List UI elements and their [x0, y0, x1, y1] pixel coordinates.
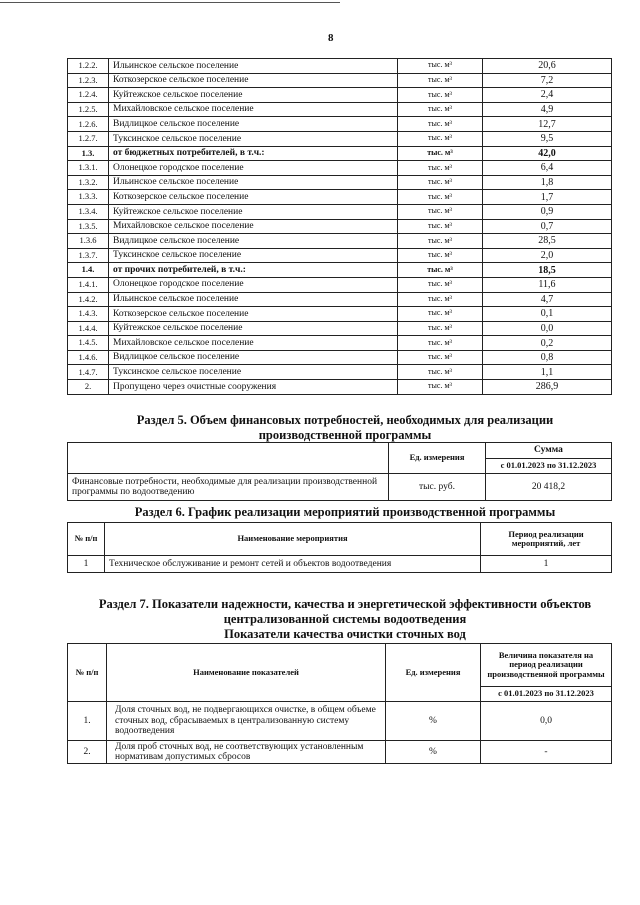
quality-indicators-table — [67, 643, 612, 764]
row-num: 1.2.4. — [68, 88, 109, 103]
row-value: 6,4 — [483, 161, 612, 176]
row-num: 1.2.7. — [68, 131, 109, 146]
table-row — [68, 277, 612, 292]
row-unit: тыс. м³ — [398, 248, 483, 263]
row-unit: тыс. м³ — [398, 175, 483, 190]
table-row — [68, 263, 612, 278]
table-row — [68, 88, 612, 103]
table-row — [68, 380, 612, 395]
row-name: Финансовые потребности, необходимые для реализации производственной программы по водоотведению — [68, 474, 389, 501]
row-value: 4,7 — [483, 292, 612, 307]
row-name: Олонецкое городское поселение — [109, 161, 398, 176]
table-row — [68, 146, 612, 161]
row-unit: тыс. м³ — [398, 263, 483, 278]
divider — [0, 2, 340, 3]
row-num: 1.4.5. — [68, 336, 109, 351]
row-num: 1.2.2. — [68, 59, 109, 74]
row-value: 286,9 — [483, 380, 612, 395]
row-value: 0,8 — [483, 350, 612, 365]
row-value: 0,2 — [483, 336, 612, 351]
name-header: Наименование показателей — [107, 644, 386, 702]
row-num: 2. — [68, 741, 107, 764]
row-unit: тыс. м³ — [398, 190, 483, 205]
table-row — [68, 204, 612, 219]
row-name: Видлицкое сельское поселение — [109, 234, 398, 249]
row-num: 1.4.4. — [68, 321, 109, 336]
row-name: Туксинское сельское поселение — [109, 248, 398, 263]
row-num: 1.3.1. — [68, 161, 109, 176]
row-unit: % — [386, 741, 481, 764]
row-name: Михайловское сельское поселение — [109, 336, 398, 351]
table-row — [68, 161, 612, 176]
section7-title — [60, 597, 630, 642]
unit-header: Ед. измерения — [386, 644, 481, 702]
table-row — [68, 365, 612, 380]
section5-title-line1: Раздел 5. Объем финансовых потребностей, необходимых для реализации — [136, 413, 554, 427]
row-num: 1.2.5. — [68, 102, 109, 117]
row-unit: тыс. м³ — [398, 161, 483, 176]
table-row — [68, 350, 612, 365]
row-name: от бюджетных потребителей, в т.ч.: — [109, 146, 398, 161]
section7-title-line2: централизованной системы водоотведения — [223, 612, 467, 626]
row-unit: тыс. м³ — [398, 219, 483, 234]
row-unit: тыс. м³ — [398, 234, 483, 249]
sum-header: Сумма — [486, 443, 612, 459]
row-name: Видлицкое сельское поселение — [109, 117, 398, 132]
row-name: Доля сточных вод, не подвергающихся очистке, в общем объеме сточных вод, сбрасываемых в централизованную систему водоотведения — [107, 702, 386, 741]
row-num: 1.3.4. — [68, 204, 109, 219]
row-unit: тыс. м³ — [398, 88, 483, 103]
row-unit: % — [386, 702, 481, 741]
section6-title: Раздел 6. График реализации мероприятий производственной программы — [134, 505, 556, 519]
row-num: 2. — [68, 380, 109, 395]
section7-subtitle: Показатели качества очистки сточных вод — [224, 627, 466, 641]
row-num: 1.2.3. — [68, 73, 109, 88]
row-name: Ильинское сельское поселение — [109, 292, 398, 307]
row-value: 11,6 — [483, 277, 612, 292]
num-header: № п/п — [68, 523, 105, 556]
row-unit: тыс. м³ — [398, 321, 483, 336]
table-row — [68, 73, 612, 88]
row-value: 9,5 — [483, 131, 612, 146]
row-name: Туксинское сельское поселение — [109, 365, 398, 380]
row-unit: тыс. м³ — [398, 365, 483, 380]
row-unit: тыс. м³ — [398, 59, 483, 74]
table-row — [68, 741, 612, 764]
row-value: 42,0 — [483, 146, 612, 161]
table-row — [68, 248, 612, 263]
row-name: Олонецкое городское поселение — [109, 277, 398, 292]
row-num: 1.4.2. — [68, 292, 109, 307]
row-num: 1.4.3. — [68, 307, 109, 322]
financial-needs-table — [67, 442, 612, 501]
row-name: Михайловское сельское поселение — [109, 219, 398, 234]
row-unit: тыс. м³ — [398, 102, 483, 117]
row-unit: тыс. м³ — [398, 336, 483, 351]
value-header: Величина показателя на период реализации производственной программы — [481, 644, 612, 687]
table-row — [68, 175, 612, 190]
row-name: Коткозерское сельское поселение — [109, 190, 398, 205]
row-num: 1.3.6 — [68, 234, 109, 249]
row-value: 2,0 — [483, 248, 612, 263]
table-row — [68, 321, 612, 336]
row-value: 0,1 — [483, 307, 612, 322]
unit-header: Ед. измерения — [389, 443, 486, 474]
row-value: 0,0 — [481, 702, 612, 741]
row-value: 28,5 — [483, 234, 612, 249]
row-name: Ильинское сельское поселение — [109, 175, 398, 190]
table-row — [68, 292, 612, 307]
schedule-table — [67, 522, 612, 573]
row-unit: тыс. м³ — [398, 292, 483, 307]
period-header: с 01.01.2023 по 31.12.2023 — [486, 458, 612, 474]
row-name: Ильинское сельское поселение — [109, 59, 398, 74]
row-unit: тыс. м³ — [398, 204, 483, 219]
row-value: 20,6 — [483, 59, 612, 74]
row-value: - — [481, 741, 612, 764]
table-row — [68, 234, 612, 249]
row-num: 1.3.7. — [68, 248, 109, 263]
row-num: 1.4.6. — [68, 350, 109, 365]
row-value: 18,5 — [483, 263, 612, 278]
row-value: 0,7 — [483, 219, 612, 234]
row-unit: тыс. м³ — [398, 277, 483, 292]
row-num: 1 — [68, 556, 105, 573]
row-name: Куйтежское сельское поселение — [109, 204, 398, 219]
row-name: Коткозерское сельское поселение — [109, 73, 398, 88]
row-num: 1.3.5. — [68, 219, 109, 234]
row-name: Доля проб сточных вод, не соответствующих установленным нормативам допустимых сбросов — [107, 741, 386, 764]
row-unit: тыс. м³ — [398, 146, 483, 161]
row-unit: тыс. м³ — [398, 73, 483, 88]
page-number: 8 — [328, 32, 334, 44]
row-name: Видлицкое сельское поселение — [109, 350, 398, 365]
name-header: Наименование мероприятия — [105, 523, 481, 556]
table-row — [68, 219, 612, 234]
row-unit: тыс. руб. — [389, 474, 486, 501]
num-header: № п/п — [68, 644, 107, 702]
table-row — [68, 117, 612, 132]
row-name: Туксинское сельское поселение — [109, 131, 398, 146]
table-row — [68, 59, 612, 74]
row-value: 0,0 — [483, 321, 612, 336]
period-header: Период реализации мероприятий, лет — [481, 523, 612, 556]
row-value: 20 418,2 — [486, 474, 612, 501]
table-row — [68, 190, 612, 205]
row-name: Михайловское сельское поселение — [109, 102, 398, 117]
table-row — [68, 131, 612, 146]
row-value: 7,2 — [483, 73, 612, 88]
row-unit: тыс. м³ — [398, 131, 483, 146]
row-num: 1.4.7. — [68, 365, 109, 380]
row-num: 1. — [68, 702, 107, 741]
row-name: Техническое обслуживание и ремонт сетей и объектов водоотведения — [105, 556, 481, 573]
row-num: 1.3.3. — [68, 190, 109, 205]
row-unit: тыс. м³ — [398, 117, 483, 132]
row-unit: тыс. м³ — [398, 307, 483, 322]
table-row — [68, 702, 612, 741]
row-value: 1,7 — [483, 190, 612, 205]
row-name: Куйтежское сельское поселение — [109, 88, 398, 103]
period-header: с 01.01.2023 по 31.12.2023 — [481, 687, 612, 702]
row-value: 1,8 — [483, 175, 612, 190]
row-num: 1.3. — [68, 146, 109, 161]
row-unit: тыс. м³ — [398, 350, 483, 365]
table-row — [68, 307, 612, 322]
section5-title-line2: производственной программы — [258, 428, 432, 442]
row-num: 1.2.6. — [68, 117, 109, 132]
row-name: от прочих потребителей, в т.ч.: — [109, 263, 398, 278]
row-num: 1.4.1. — [68, 277, 109, 292]
row-value: 2,4 — [483, 88, 612, 103]
row-name: Куйтежское сельское поселение — [109, 321, 398, 336]
row-value: 12,7 — [483, 117, 612, 132]
row-num: 1.3.2. — [68, 175, 109, 190]
empty-header — [68, 443, 389, 474]
row-value: 4,9 — [483, 102, 612, 117]
row-value: 1,1 — [483, 365, 612, 380]
row-value: 0,9 — [483, 204, 612, 219]
row-num: 1.4. — [68, 263, 109, 278]
row-value: 1 — [481, 556, 612, 573]
table-row — [68, 336, 612, 351]
section5-title — [60, 413, 630, 443]
row-name: Коткозерское сельское поселение — [109, 307, 398, 322]
row-name: Пропущено через очистные сооружения — [109, 380, 398, 395]
row-unit: тыс. м³ — [398, 380, 483, 395]
section7-title-line1: Раздел 7. Показатели надежности, качества и энергетической эффективности объектов — [98, 597, 592, 611]
wastewater-volume-table — [67, 58, 612, 395]
table-row — [68, 102, 612, 117]
